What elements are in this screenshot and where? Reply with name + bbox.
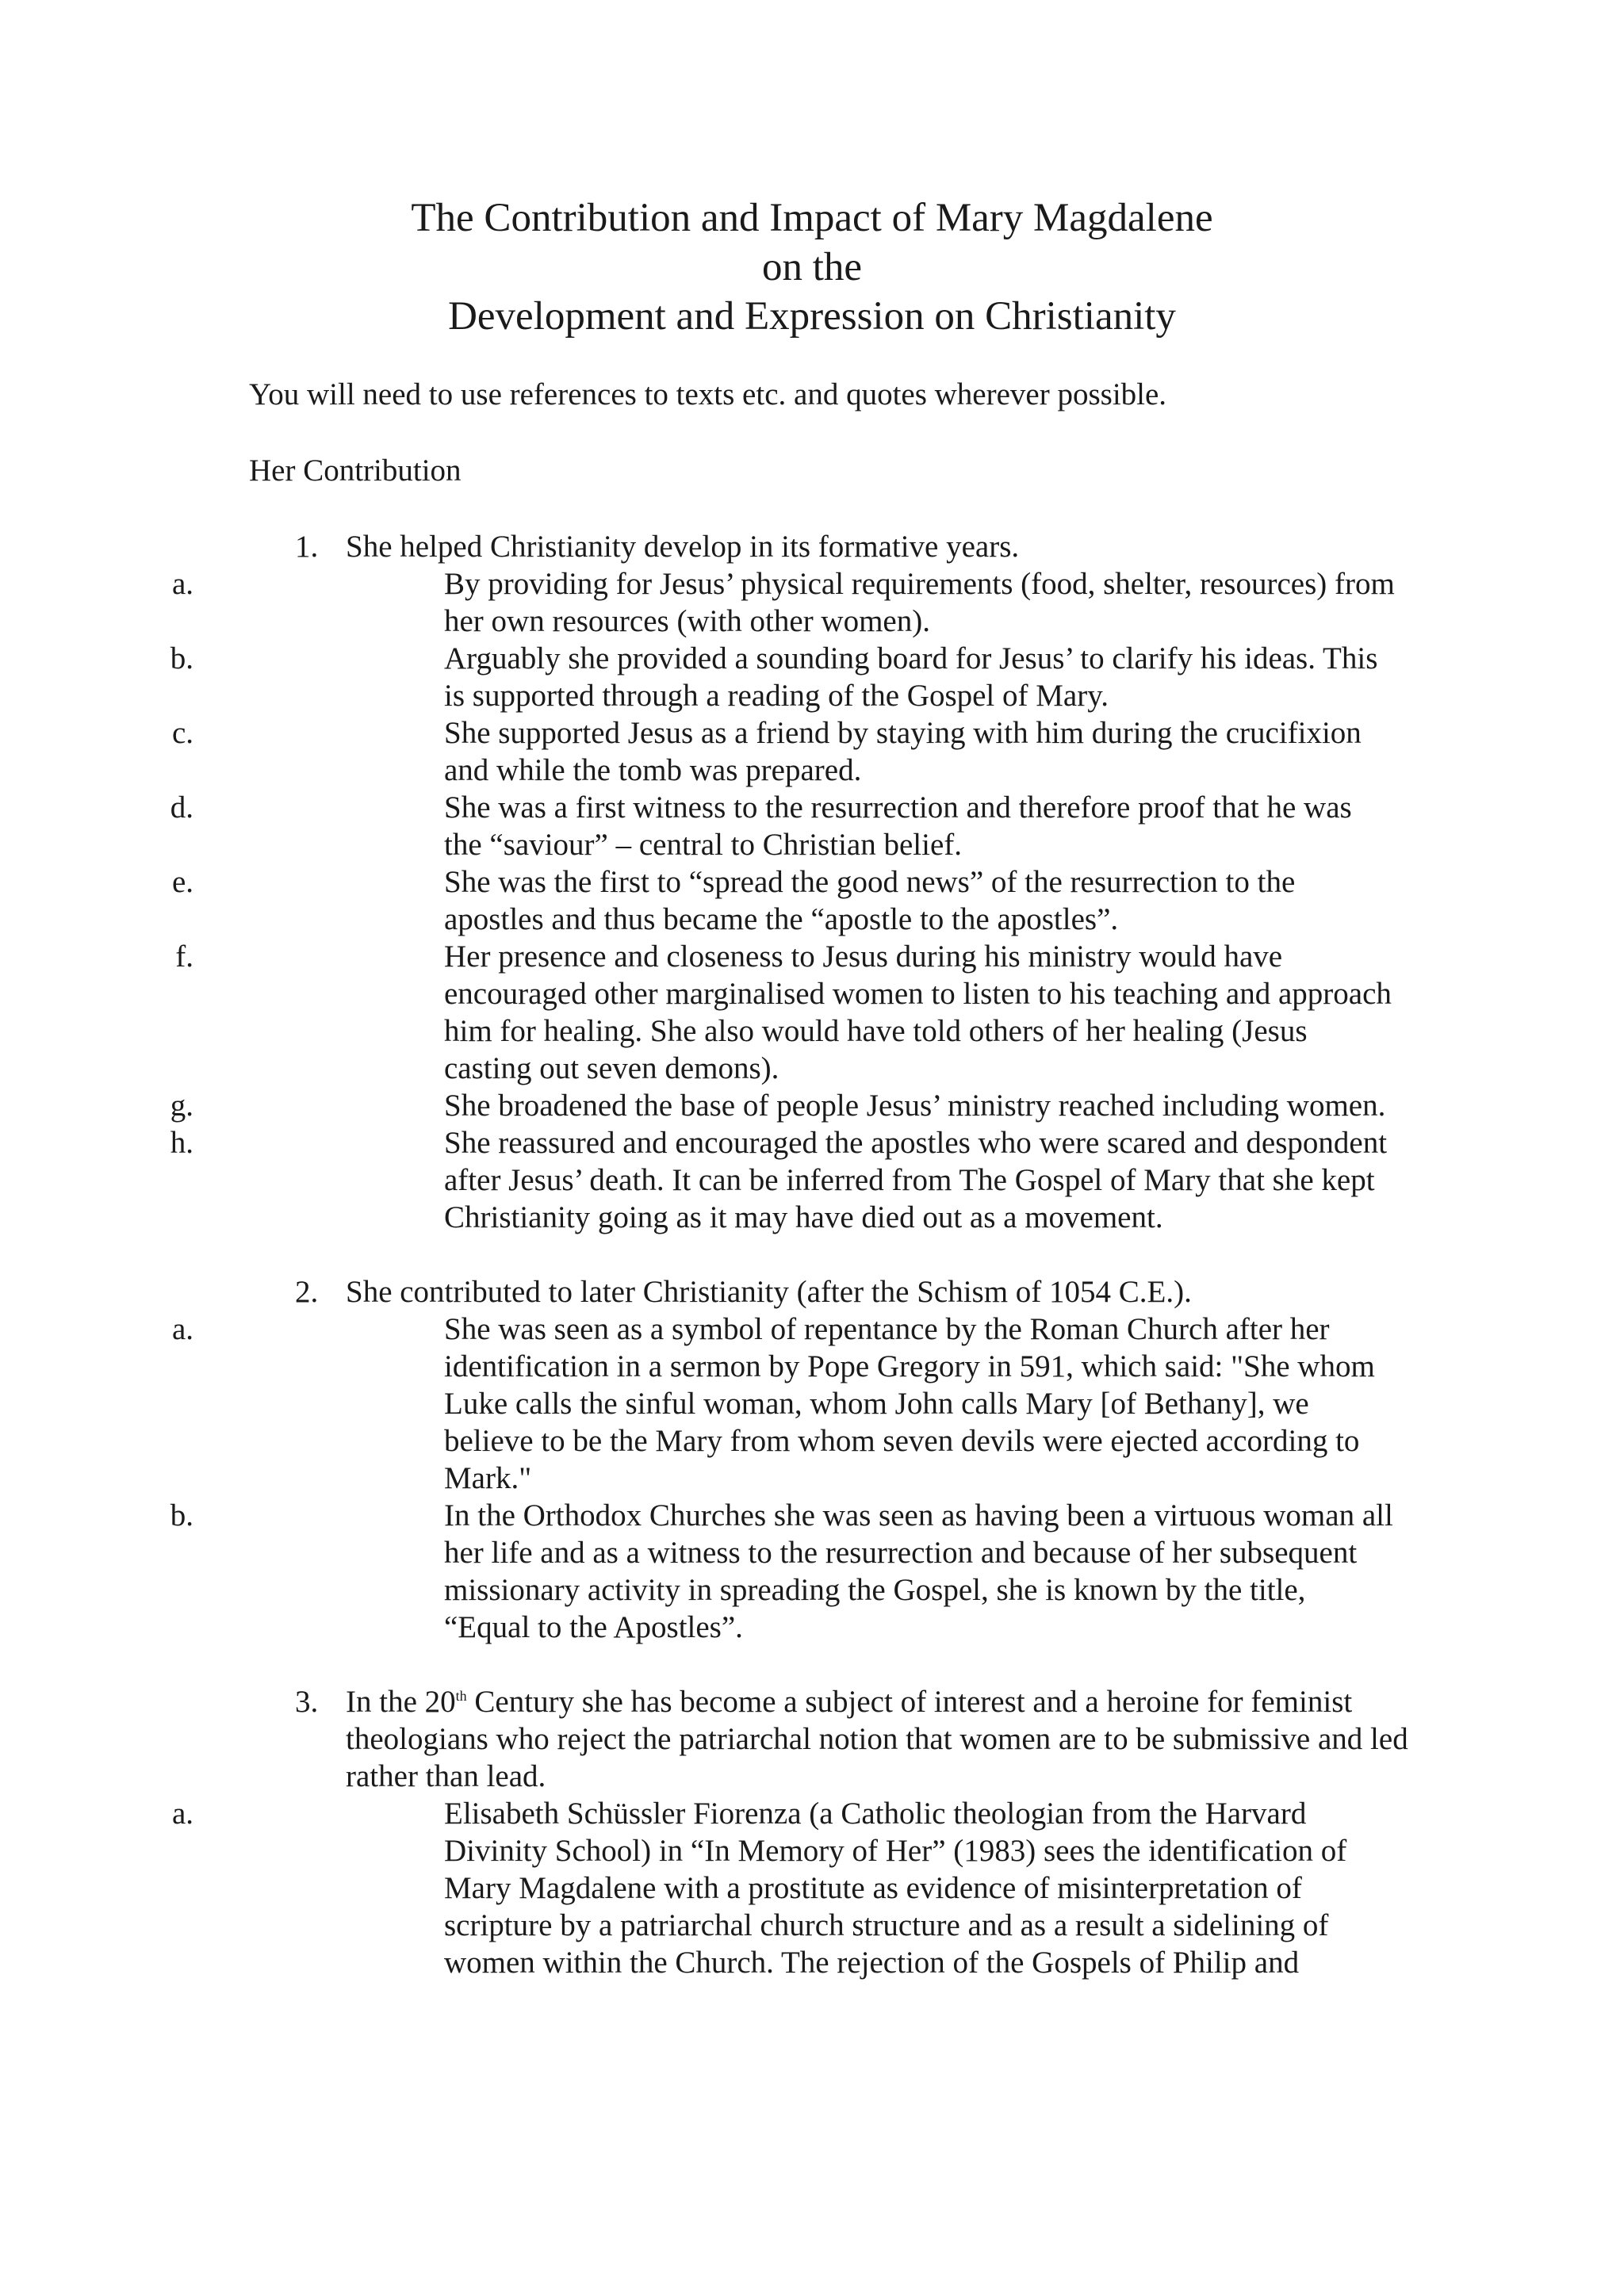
sub-list <box>0 1795 1624 1981</box>
ordinal-superscript: th <box>455 1688 467 1704</box>
sub-item <box>0 1124 1396 1236</box>
sub-item <box>0 938 1396 1087</box>
sub-item-text: She broadened the base of people Jesus’ ministry reached including women. <box>444 1089 1386 1123</box>
sub-item <box>0 1795 1396 1981</box>
sub-item-letter: f. <box>175 939 193 974</box>
list-item <box>0 1273 1624 1646</box>
title-line: The Contribution and Impact of Mary Magdalene <box>411 196 1213 240</box>
item-text <box>346 1685 1408 1793</box>
sub-item-text: Her presence and closeness to Jesus during his ministry would have encouraged other marginalised women to listen to his teaching and approach him for healing. She also would have told others of her healing (Jesus casting out seven demons). <box>444 939 1392 1085</box>
item-text-before: In the 20 <box>346 1685 456 1719</box>
sub-item-text: She supported Jesus as a friend by staying with him during the crucifixion and while the tomb was prepared. <box>444 716 1362 787</box>
sub-item-text: Arguably she provided a sounding board for Jesus’ to clarify his ideas. This is supported through a reading of the Gospel of Mary. <box>444 641 1378 713</box>
list-item <box>0 1683 1624 1981</box>
title-line: Development and Expression on Christianity <box>448 294 1176 339</box>
sub-item-letter: g. <box>170 1089 193 1123</box>
sub-item <box>0 1311 1396 1497</box>
sub-item-letter: a. <box>171 1312 193 1346</box>
item-text: She contributed to later Christianity (after the Schism of 1054 C.E.). <box>346 1275 1192 1309</box>
sub-list <box>0 565 1624 1236</box>
numbered-list <box>0 528 1624 1981</box>
sub-item-text: She was the first to “spread the good news” of the resurrection to the apostles and thus became the “apostle to the apostles”. <box>444 865 1296 936</box>
sub-item-letter: e. <box>171 865 193 899</box>
intro-text: You will need to use references to texts etc. and quotes wherever possible. <box>249 377 1167 411</box>
sub-item-letter: b. <box>170 1498 193 1533</box>
sub-item-letter: h. <box>170 1126 193 1160</box>
sub-item <box>0 1497 1396 1646</box>
item-number: 3. <box>295 1685 319 1719</box>
sub-item <box>0 789 1396 863</box>
sub-item <box>0 565 1396 640</box>
sub-item-letter: a. <box>171 567 193 601</box>
sub-item <box>0 1087 1396 1124</box>
sub-item <box>0 714 1396 789</box>
item-text-after: Century she has become a subject of interest and a heroine for feminist theologians who reject the patriarchal notion that women are to be submissive and led rather than lead. <box>346 1685 1408 1793</box>
sub-item-letter: a. <box>171 1797 193 1831</box>
sub-item-text: She was a first witness to the resurrection and therefore proof that he was the “saviour” – central to Christian belief. <box>444 790 1352 862</box>
sub-item-letter: b. <box>170 641 193 675</box>
item-number: 1. <box>295 530 319 564</box>
sub-item-text: Elisabeth Schüssler Fiorenza (a Catholic theologian from the Harvard Divinity School) in “In Memory of Her” (1983) sees the identification of Mary Magdalene with a prostitute as evidence of misinterpretation of scripture by a patriarchal church structure and as a result a sidelining of women within the Church. The rejection of the Gospels of Philip and <box>444 1797 1347 1980</box>
sub-item-text: In the Orthodox Churches she was seen as having been a virtuous woman all her life and as a witness to the resurrection and because of her subsequent missionary activity in spreading the Gospel, she is known by the title, “Equal to the Apostles”. <box>444 1498 1393 1644</box>
item-text: She helped Christianity develop in its formative years. <box>346 530 1020 564</box>
sub-item-letter: d. <box>170 790 193 825</box>
sub-item-letter: c. <box>171 716 193 750</box>
sub-item-text: She was seen as a symbol of repentance by the Roman Church after her identification in a sermon by Pope Gregory in 591, which said: "She whom Luke calls the sinful woman, whom John calls Mary [of Bethany], we believe to be the Mary from whom seven devils were ejected according to Mark." <box>444 1312 1375 1495</box>
section-heading: Her Contribution <box>249 453 462 488</box>
document-title <box>0 193 1624 341</box>
title-line: on the <box>761 245 863 289</box>
sub-item-text: By providing for Jesus’ physical requirements (food, shelter, resources) from her own resources (with other women). <box>444 567 1395 638</box>
sub-item <box>0 863 1396 938</box>
sub-item-text: She reassured and encouraged the apostles who were scared and despondent after Jesus’ death. It can be inferred from The Gospel of Mary that she kept Christianity going as it may have died out as a movement. <box>444 1126 1388 1234</box>
item-number: 2. <box>295 1275 319 1309</box>
sub-item <box>0 640 1396 714</box>
sub-list <box>0 1311 1624 1646</box>
list-item <box>0 528 1624 1236</box>
